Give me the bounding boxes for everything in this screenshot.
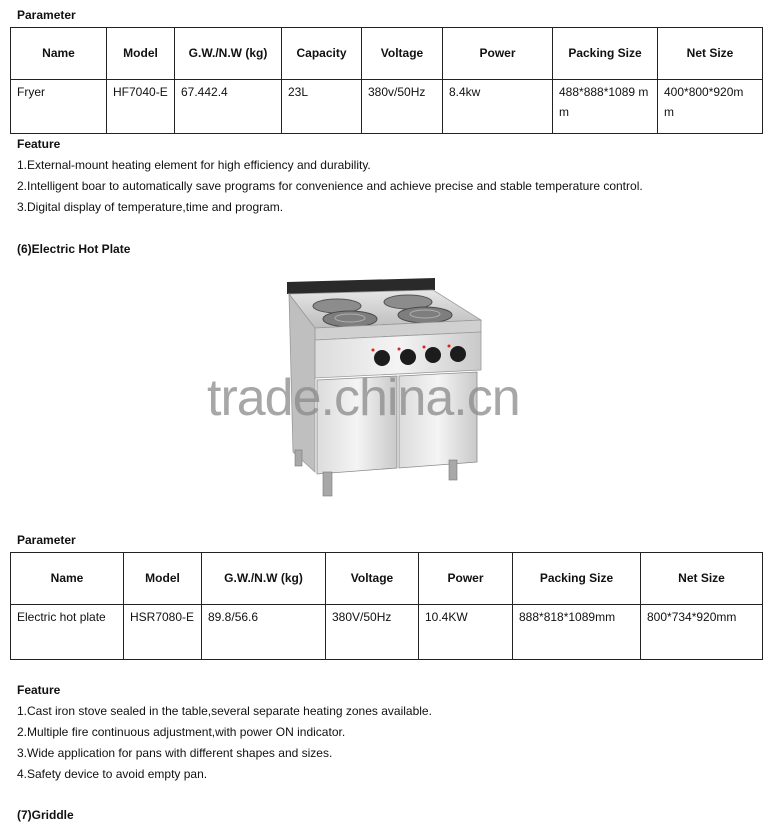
column-header-model: Model [107, 28, 175, 80]
fryer-parameter-heading: Parameter [17, 8, 76, 22]
column-header-power: Power [419, 553, 513, 605]
hot-plate-parameter-table [10, 552, 763, 660]
cell-power: 8.4kw [443, 80, 553, 134]
cell-packing-size: 888*818*1089mm [513, 605, 641, 660]
fryer-feature-heading: Feature [17, 137, 61, 151]
table-row [11, 80, 763, 134]
cell-model: HF7040-E [107, 80, 175, 134]
cell-net-size: 400*800*920m m [658, 80, 763, 134]
fryer-parameter-table [10, 27, 763, 134]
column-header-name: Name [11, 28, 107, 80]
watermark-text: trade.china.cn [207, 369, 520, 427]
hot-plate-feature-list [17, 701, 432, 785]
cell-weight: 89.8/56.6 [202, 605, 326, 660]
cell-net-size: 800*734*920mm [641, 605, 763, 660]
column-header-weight: G.W./N.W (kg) [175, 28, 282, 80]
feature-item: 1.Cast iron stove sealed in the table,several separate heating zones available. [17, 704, 432, 718]
column-header-name: Name [11, 553, 124, 605]
column-header-power: Power [443, 28, 553, 80]
hot-plate-parameter-heading: Parameter [17, 533, 76, 547]
column-header-packing-size: Packing Size [553, 28, 658, 80]
cell-weight: 67.442.4 [175, 80, 282, 134]
cell-name: Electric hot plate [11, 605, 124, 660]
cell-name: Fryer [11, 80, 107, 134]
feature-item: 4.Safety device to avoid empty pan. [17, 767, 208, 781]
section-title-electric-hot-plate: (6)Electric Hot Plate [17, 242, 131, 256]
column-header-voltage: Voltage [326, 553, 419, 605]
feature-item: 2.Intelligent boar to automatically save programs for convenience and achieve precise and stable temperature control. [17, 179, 643, 193]
column-header-net-size: Net Size [641, 553, 763, 605]
feature-item: 1.External-mount heating element for high efficiency and durability. [17, 158, 371, 172]
cell-model: HSR7080-E [124, 605, 202, 660]
column-header-capacity: Capacity [282, 28, 362, 80]
column-header-model: Model [124, 553, 202, 605]
table-header-row [11, 553, 763, 605]
column-header-voltage: Voltage [362, 28, 443, 80]
table-header-row [11, 28, 763, 80]
cell-voltage: 380v/50Hz [362, 80, 443, 134]
section-title-griddle: (7)Griddle [17, 808, 74, 822]
column-header-weight: G.W./N.W (kg) [202, 553, 326, 605]
hot-plate-feature-heading: Feature [17, 683, 61, 697]
cell-capacity: 23L [282, 80, 362, 134]
column-header-packing-size: Packing Size [513, 553, 641, 605]
table-row [11, 605, 763, 660]
cell-voltage: 380V/50Hz [326, 605, 419, 660]
fryer-feature-list [17, 155, 643, 218]
feature-item: 3.Wide application for pans with different shapes and sizes. [17, 746, 333, 760]
column-header-net-size: Net Size [658, 28, 763, 80]
feature-item: 2.Multiple fire continuous adjustment,with power ON indicator. [17, 725, 346, 739]
cell-packing-size: 488*888*1089 mm [553, 80, 658, 134]
hot-plate-product-image [205, 262, 580, 512]
cell-power: 10.4KW [419, 605, 513, 660]
feature-item: 3.Digital display of temperature,time and program. [17, 200, 284, 214]
